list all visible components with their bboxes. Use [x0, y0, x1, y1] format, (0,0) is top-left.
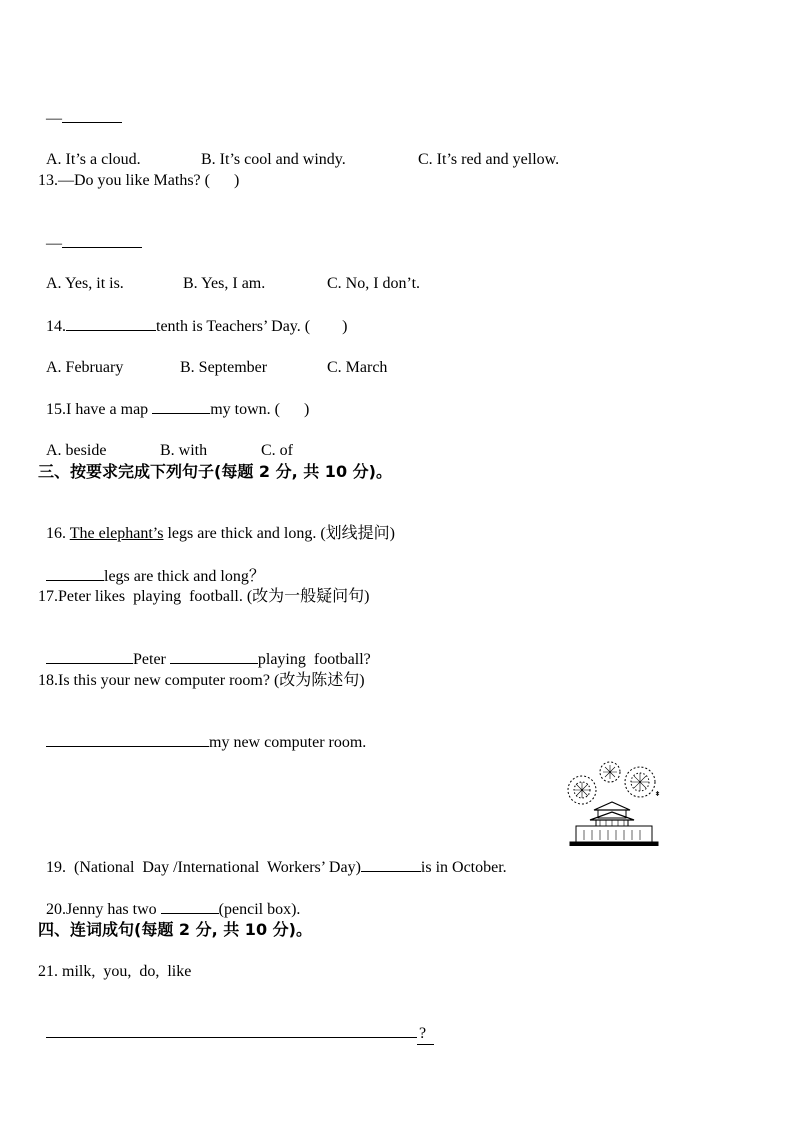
- q16-question: [38, 504, 395, 544]
- q13-question: 13.—Do you like Maths? ( ): [38, 172, 240, 189]
- q21-answer-blank[interactable]: [46, 1023, 417, 1038]
- q20-suffix: (pencil box).: [218, 901, 301, 918]
- q15-suffix: my town. ( ): [210, 401, 310, 418]
- q14-suffix: tenth is Teachers’ Day. ( ): [156, 318, 348, 335]
- q12-option-a[interactable]: A. It’s a cloud.: [46, 151, 141, 168]
- national-day-illustration: [560, 760, 670, 846]
- q12-option-c[interactable]: C. It’s red and yellow.: [418, 151, 560, 168]
- q18-answer-line: [38, 712, 366, 753]
- q14-blank[interactable]: [66, 316, 156, 331]
- q12-option-b[interactable]: B. It’s cool and windy.: [201, 151, 346, 168]
- firework-right: [625, 767, 655, 797]
- q19-prefix: 19. (National Day /International Workers’ Day): [46, 859, 361, 876]
- q14-question: [38, 296, 347, 337]
- q15-options: [38, 421, 293, 461]
- gate-tower: [570, 802, 658, 846]
- q13-option-a[interactable]: A. Yes, it is.: [46, 275, 124, 292]
- firework-left: [568, 776, 596, 804]
- q20-question: [38, 879, 300, 920]
- q12-answer-blank[interactable]: [62, 108, 122, 123]
- q18-answer-suffix: my new computer room.: [209, 734, 367, 751]
- q13-answer-line: [38, 213, 142, 254]
- q17-answer-mid: Peter: [133, 651, 170, 668]
- q19-blank[interactable]: [361, 857, 421, 872]
- q16-suffix: legs are thick and long. (划线提问): [163, 525, 395, 542]
- q12-options: [38, 130, 559, 170]
- q16-answer-blank[interactable]: [46, 566, 104, 581]
- q21-question-mark: ?: [417, 1024, 434, 1045]
- q21-answer-line: [38, 1003, 434, 1045]
- q15-prefix: 15.I have a map: [46, 401, 153, 418]
- q14-option-b[interactable]: B. September: [180, 359, 268, 376]
- q19-question: [38, 837, 507, 878]
- q18-answer-blank[interactable]: [46, 732, 209, 747]
- q14-prefix: 14.: [46, 318, 66, 335]
- q14-option-c[interactable]: C. March: [327, 359, 388, 376]
- q12-dash: —: [46, 110, 62, 127]
- q13-option-b[interactable]: B. Yes, I am.: [183, 275, 266, 292]
- q13-dash: —: [46, 235, 62, 252]
- q17-answer-blank-2[interactable]: [170, 649, 258, 664]
- q20-prefix: 20.Jenny has two: [46, 901, 161, 918]
- q20-blank[interactable]: [161, 899, 219, 914]
- q16-prefix: 16.: [46, 525, 70, 542]
- q17-answer-suffix: playing football?: [257, 651, 371, 668]
- q16-answer-suffix: legs are thick and long？: [104, 568, 265, 585]
- section-3-heading: 三、按要求完成下列句子(每题 2 分, 共 10 分)。: [38, 462, 392, 481]
- q15-option-b[interactable]: B. with: [160, 442, 208, 459]
- q15-question: [38, 379, 309, 420]
- q13-option-c[interactable]: C. No, I don’t.: [327, 275, 421, 292]
- q19-suffix: is in October.: [420, 859, 507, 876]
- q16-underlined-phrase: The elephant’s: [69, 525, 164, 542]
- q15-blank[interactable]: [152, 399, 210, 414]
- q16-answer-line: [38, 546, 265, 587]
- q17-answer-blank-1[interactable]: [46, 649, 133, 664]
- section-4-heading: 四、连词成句(每题 2 分, 共 10 分)。: [38, 920, 312, 939]
- q12-answer-line: [38, 88, 122, 129]
- q14-options: [38, 338, 387, 378]
- q21-words: 21. milk, you, do, like: [38, 963, 192, 980]
- q17-question: 17.Peter likes playing football. (改为一般疑问句): [38, 588, 370, 605]
- firework-middle: [600, 762, 620, 782]
- q13-options: [38, 254, 420, 294]
- q17-answer-line: [38, 629, 371, 670]
- q15-option-a[interactable]: A. beside: [46, 442, 107, 459]
- q13-answer-blank[interactable]: [62, 233, 142, 248]
- q14-option-a[interactable]: A. February: [46, 359, 124, 376]
- q18-question: 18.Is this your new computer room? (改为陈述句): [38, 672, 365, 689]
- q15-option-c[interactable]: C. of: [261, 442, 293, 459]
